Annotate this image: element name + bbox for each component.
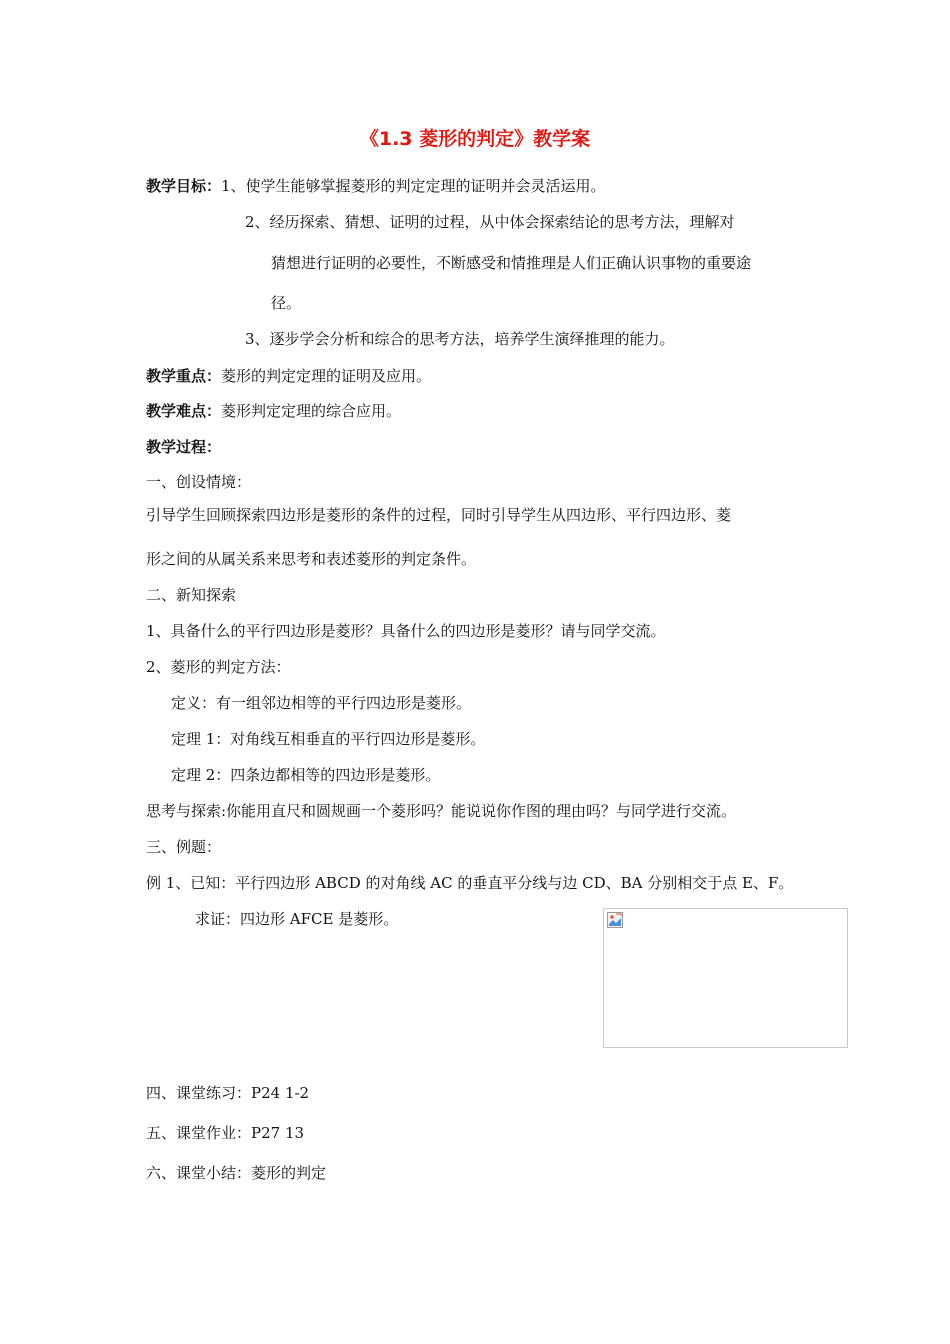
section-5: 五、课堂作业：P27 13: [146, 1124, 305, 1142]
prove-statement: 求证：四边形 AFCE 是菱形。: [195, 910, 399, 928]
goals-label: 教学目标：: [146, 177, 222, 195]
document-title: 《1.3 菱形的判定》教学案: [359, 128, 591, 150]
goal-2b: 猜想进行证明的必要性，不断感受和情推理是人们正确认识事物的重要途: [271, 254, 752, 272]
section-6: 六、课堂小结：菱形的判定: [146, 1164, 327, 1182]
difficulty-label: 教学难点：: [146, 402, 222, 420]
section-1-paragraph-a: 引导学生回顾探索四边形是菱形的条件的过程，同时引导学生从四边形、平行四边形、菱: [146, 506, 732, 524]
broken-image-icon: [607, 912, 623, 928]
definition: 定义：有一组邻边相等的平行四边形是菱形。: [171, 694, 472, 712]
difficulty-text: 菱形判定定理的综合应用。: [221, 402, 402, 420]
theorem-2: 定理 2：四条边都相等的四边形是菱形。: [171, 766, 441, 784]
goal-2a: 2、经历探索、猜想、证明的过程，从中体会探索结论的思考方法，理解对: [245, 213, 735, 231]
theorem-1: 定理 1：对角线互相垂直的平行四边形是菱形。: [171, 730, 486, 748]
section-1-heading: 一、创设情境：: [146, 473, 252, 491]
question-1: 1、具备什么的平行四边形是菱形？具备什么的四边形是菱形？请与同学交流。: [146, 622, 666, 640]
question-2: 2、菱形的判定方法：: [146, 658, 291, 676]
think-and-explore: 思考与探索:你能用直尺和圆规画一个菱形吗？能说说你作图的理由吗？与同学进行交流。: [146, 802, 737, 820]
section-3-heading: 三、例题：: [146, 838, 222, 856]
section-4: 四、课堂练习：P24 1-2: [146, 1084, 310, 1102]
difficulty-line: [146, 401, 401, 421]
process-label: 教学过程：: [146, 438, 222, 456]
example-1: 例 1、已知：平行四边形 ABCD 的对角线 AC 的垂直平分线与边 CD、BA 分别相交于点 E、F。: [146, 874, 794, 892]
example-figure: [603, 908, 848, 1048]
key-point-label: 教学重点：: [146, 367, 222, 385]
goal-2c: 径。: [271, 294, 302, 312]
key-point-text: 菱形的判定定理的证明及应用。: [221, 367, 432, 385]
section-1-paragraph-b: 形之间的从属关系来思考和表述菱形的判定条件。: [146, 550, 477, 568]
goal-1: 1、使学生能够掌握菱形的判定定理的证明并会灵活运用。: [221, 177, 606, 195]
goal-3: 3、逐步学会分析和综合的思考方法，培养学生演绎推理的能力。: [245, 330, 675, 348]
key-point-line: [146, 366, 431, 386]
goals-line-1: [146, 176, 606, 196]
section-2-heading: 二、新知探索: [146, 586, 237, 604]
